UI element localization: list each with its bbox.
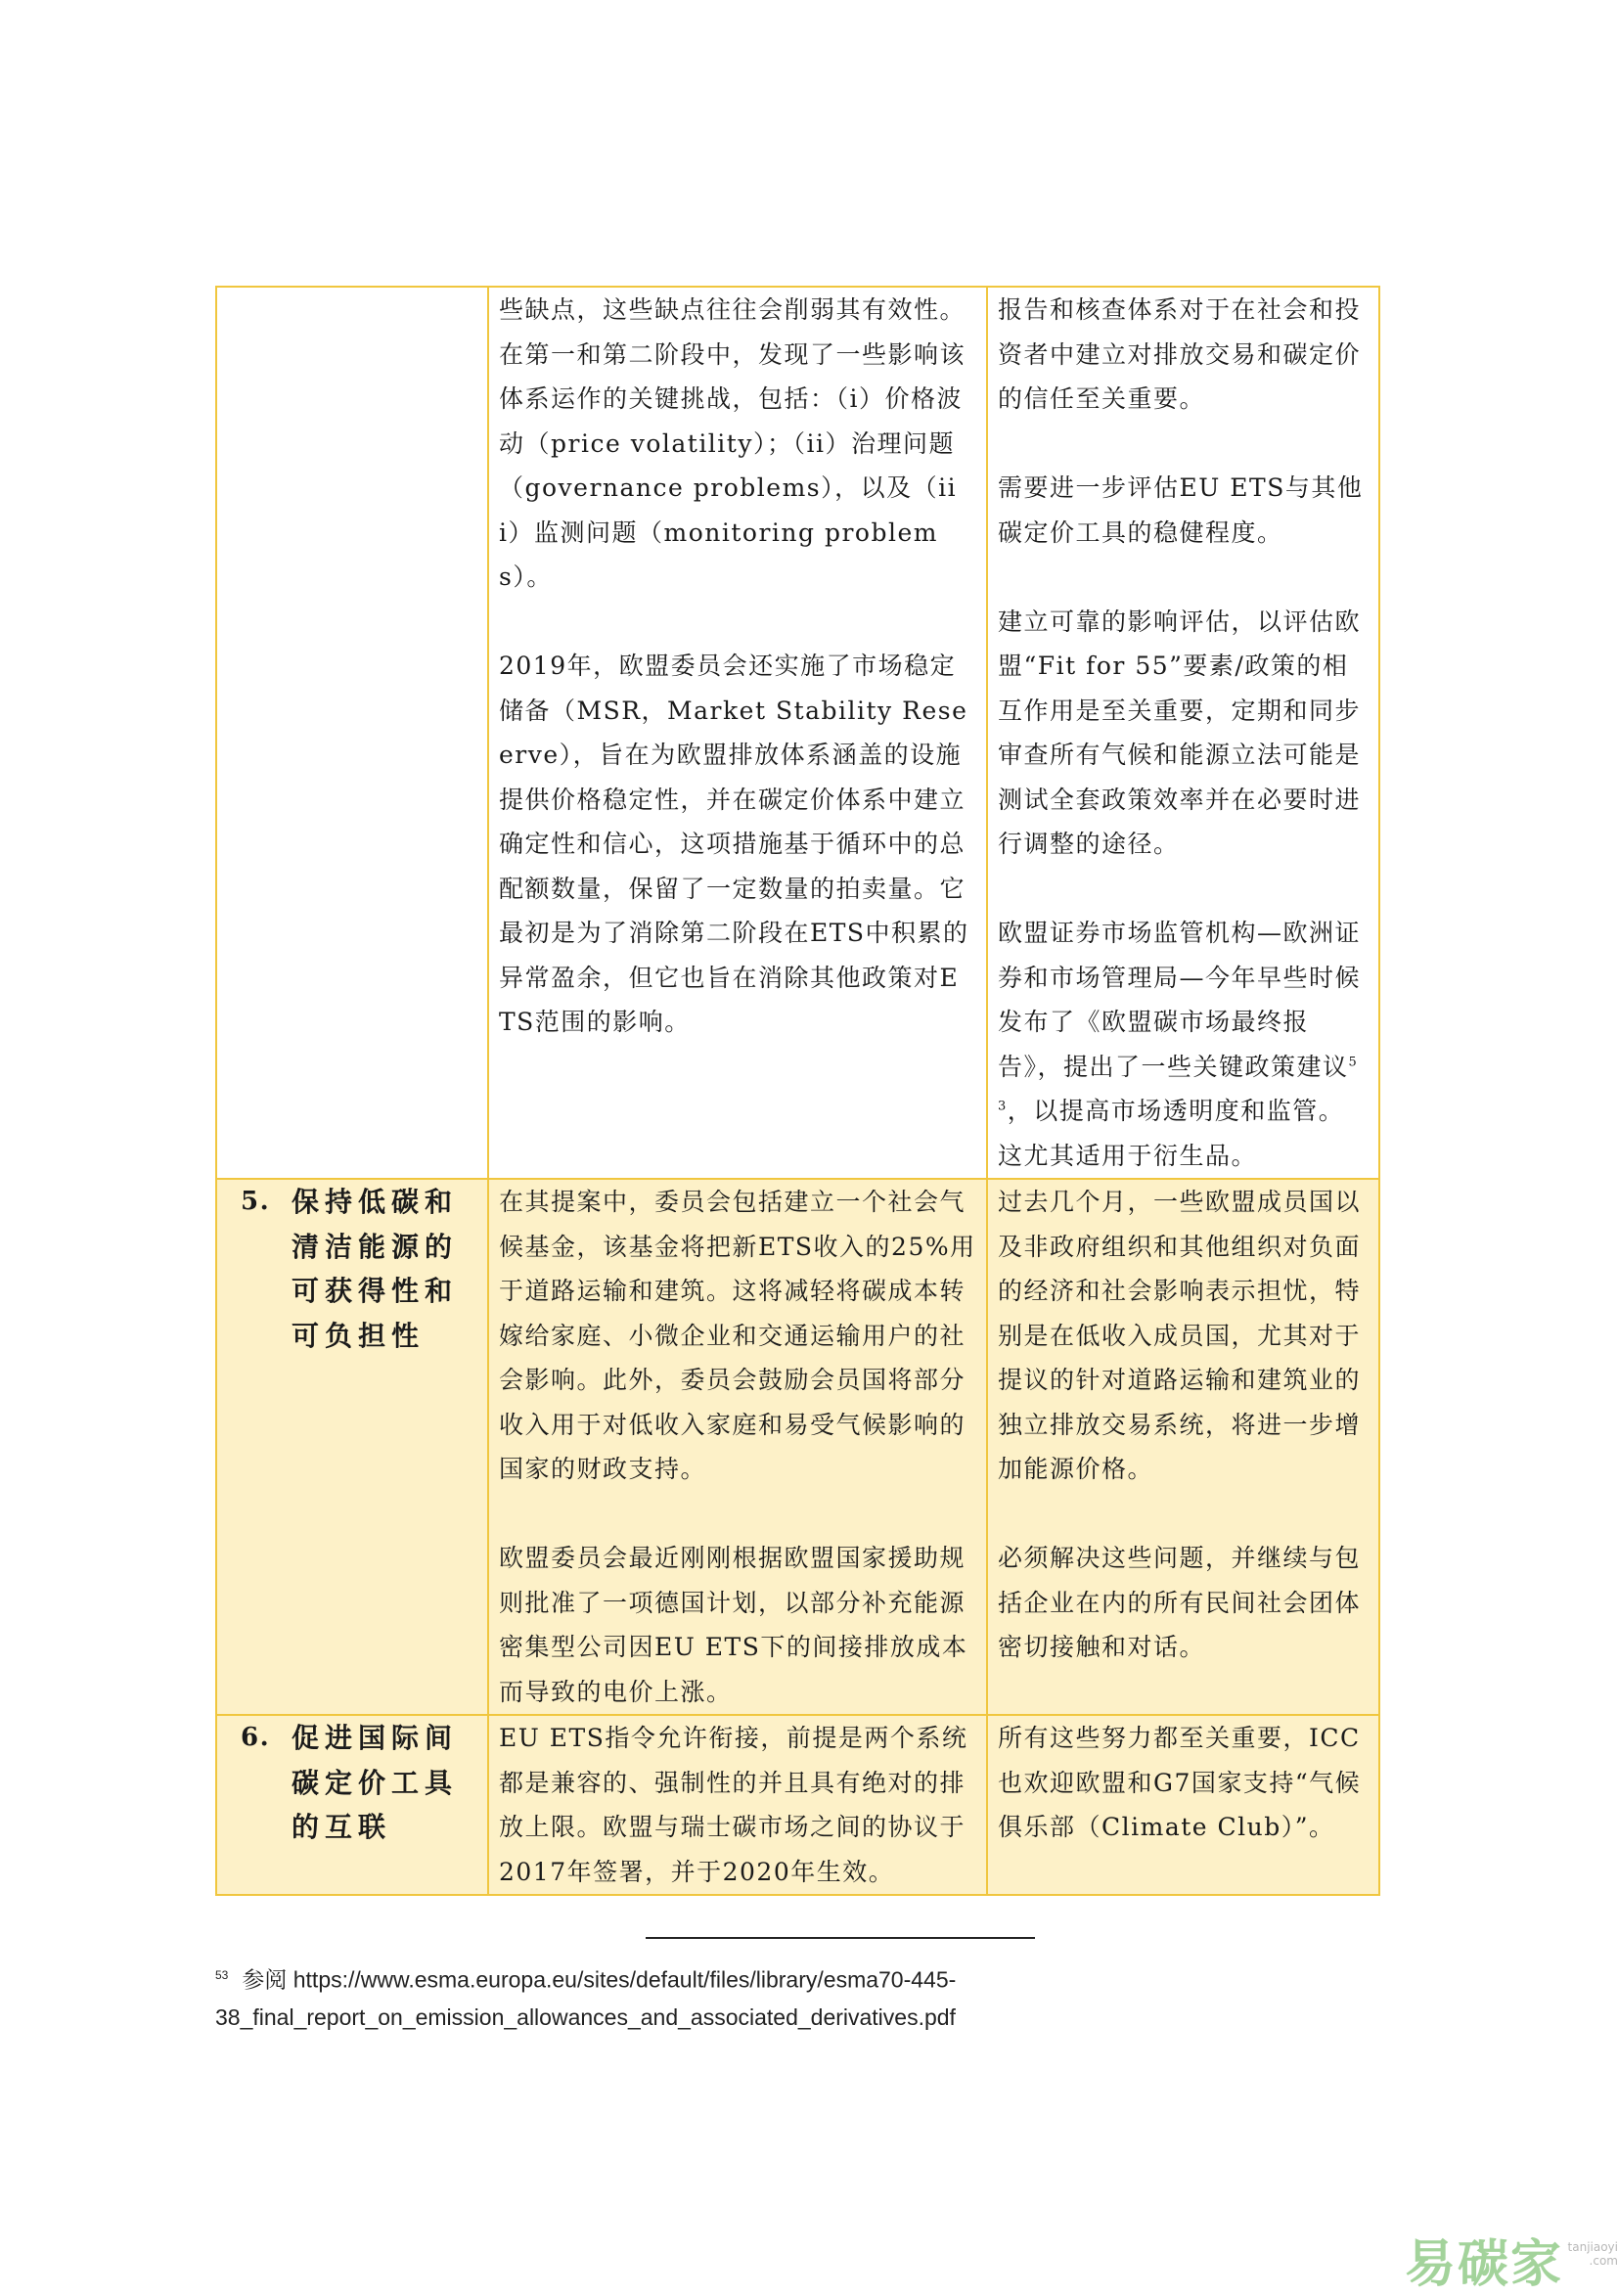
paragraph: 报告和核查体系对于在社会和投资者中建立对排放交易和碳定价的信任至关重要。 — [998, 295, 1362, 413]
row-title: 促进国际间碳定价工具的互联 — [292, 1722, 459, 1843]
paragraph-text: 欧盟证券市场监管机构—欧洲证券和市场管理局—今年早些时候发布了《欧盟碳市场最终报告》，提出了一些关键政策建议 — [998, 919, 1362, 1081]
row-number: 5. — [241, 1187, 271, 1216]
row-label-cell — [216, 1715, 488, 1895]
row-title: 保持低碳和清洁能源的可获得性和可负担性 — [292, 1186, 459, 1352]
comments-cell — [987, 1179, 1379, 1715]
watermark-logo: 易碳家 — [1405, 2235, 1564, 2294]
paragraph: 过去几个月，一些欧盟成员国以及非政府组织和其他组织对负面的经济和社会影响表示担忧，特别是在低收入成员国，尤其对于提议的针对道路运输和建筑业的独立排放交易系统，将进一步增加能源价格。 — [998, 1188, 1362, 1483]
measures-cell — [488, 1179, 987, 1715]
table-row — [216, 1179, 1379, 1715]
comments-cell — [987, 287, 1379, 1179]
footnote-ref[interactable]: 53 — [998, 1055, 1359, 1114]
footnote-divider — [646, 1937, 1035, 1939]
watermark-domain: tanjiaoyi .com — [1567, 2240, 1618, 2268]
paragraph: 2019年，欧盟委员会还实施了市场稳定储备（MSR，Market Stability Reseerve），旨在为欧盟排放体系涵盖的设施提供价格稳定性，并在碳定价体系中建立确定性和信心，这项措施基于循环中的总配额数量，保留了一定数量的拍卖量。它最初是为了消除第二阶段在ETS中积累的异常盈余，但它也旨在消除其他政策对ETS范围的影响。 — [499, 652, 969, 1036]
paragraph-text: ，以提高市场透明度和监管。这尤其适用于衍生品。 — [998, 1097, 1345, 1170]
paragraph — [998, 911, 1369, 1178]
paragraph: EU ETS指令允许衔接，前提是两个系统都是兼容的、强制性的并且具有绝对的排放上限。欧盟与瑞士碳市场之间的协议于2017年签署，并于2020年生效。 — [499, 1724, 968, 1886]
paragraph: 所有这些努力都至关重要，ICC也欢迎欧盟和G7国家支持“气候俱乐部（Climate Club）”。 — [998, 1724, 1362, 1841]
table-row — [216, 1715, 1379, 1895]
measures-cell — [488, 287, 987, 1179]
footnote-mark: 53 — [215, 1968, 229, 1982]
footnote-text[interactable]: 参阅 https://www.esma.europa.eu/sites/default/files/library/esma70-445-38_final_report_on_emission_allowances_and_associated_derivatives.pdf — [215, 1966, 957, 2030]
measures-cell — [488, 1715, 987, 1895]
paragraph: 必须解决这些问题，并继续与包括企业在内的所有民间社会团体密切接触和对话。 — [998, 1544, 1362, 1661]
paragraph: 建立可靠的影响评估，以评估欧盟“Fit for 55”要素/政策的相互作用是至关重要，定期和同步审查所有气候和能源立法可能是测试全套政策效率并在必要时进行调整的途径。 — [998, 607, 1362, 858]
paragraph: 需要进一步评估EU ETS与其他碳定价工具的稳健程度。 — [998, 473, 1364, 547]
paragraph: 欧盟委员会最近刚刚根据欧盟国家援助规则批准了一项德国计划，以部分补充能源密集型公司因EU ETS下的间接排放成本而导致的电价上涨。 — [499, 1544, 968, 1706]
footnote — [215, 1957, 1096, 2036]
comments-cell — [987, 1715, 1379, 1895]
row-label-cell — [216, 287, 488, 1179]
row-number: 6. — [241, 1723, 271, 1752]
policy-table — [215, 286, 1380, 1896]
table-row — [216, 287, 1379, 1179]
paragraph: 些缺点，这些缺点往往会削弱其有效性。在第一和第二阶段中，发现了一些影响该体系运作的关键挑战，包括：（i）价格波动（price volatility）；（ii）治理问题（governance problems），以及（iii）监测问题（monitoring problems）。 — [499, 295, 966, 591]
row-label-cell — [216, 1179, 488, 1715]
paragraph: 在其提案中，委员会包括建立一个社会气候基金，该基金将把新ETS收入的25%用于道路运输和建筑。这将减轻将碳成本转嫁给家庭、小微企业和交通运输用户的社会影响。此外，委员会鼓励会员国将部分收入用于对低收入家庭和易受气候影响的国家的财政支持。 — [499, 1188, 976, 1483]
